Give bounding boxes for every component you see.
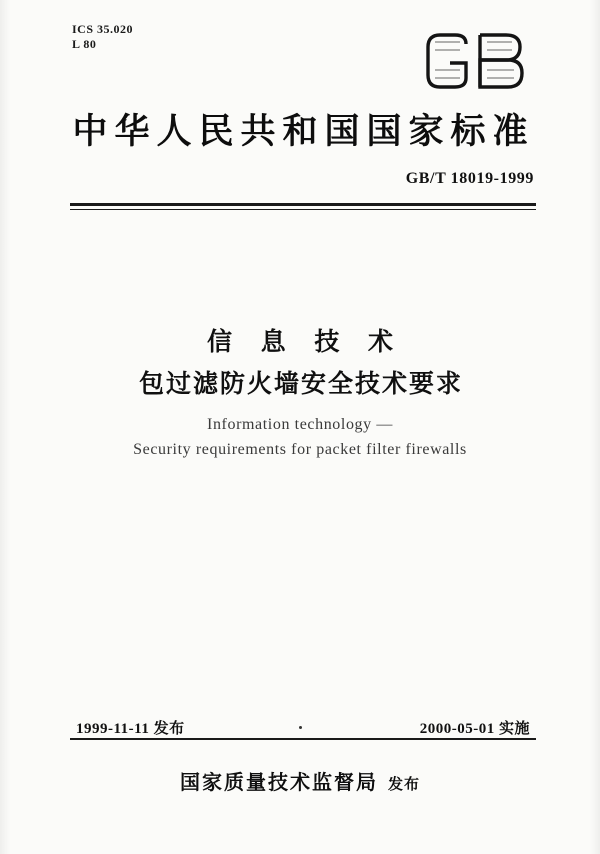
header-rule-thin [70,209,536,210]
page-title: 中华人民共和国国家标准 [72,111,535,152]
header-rule-thick [70,203,536,206]
issue-date: 1999-11-11 发布 [76,721,185,737]
publisher-block [0,766,600,795]
publisher-suffix: 发布 [387,775,420,793]
center-dot [299,726,302,729]
title-english-line2: Security requirements for packet filter firewalls [133,441,467,458]
footer-rule [70,738,536,740]
ics-block [72,22,133,52]
standard-number: GB/T 18019-1999 [405,170,534,187]
title-chinese-line1: 信 息 技 术 [206,327,404,356]
title-english-line1: Information technology — [207,416,393,433]
title-chinese-line2: 包过滤防火墙安全技术要求 [138,369,463,398]
effective-date: 2000-05-01 实施 [419,721,530,737]
ics-code: ICS 35.020 [72,22,134,36]
publisher-name: 国家质量技术监督局 [179,770,378,794]
classification-code: L 80 [72,37,97,51]
gb-logo-icon [422,30,534,92]
